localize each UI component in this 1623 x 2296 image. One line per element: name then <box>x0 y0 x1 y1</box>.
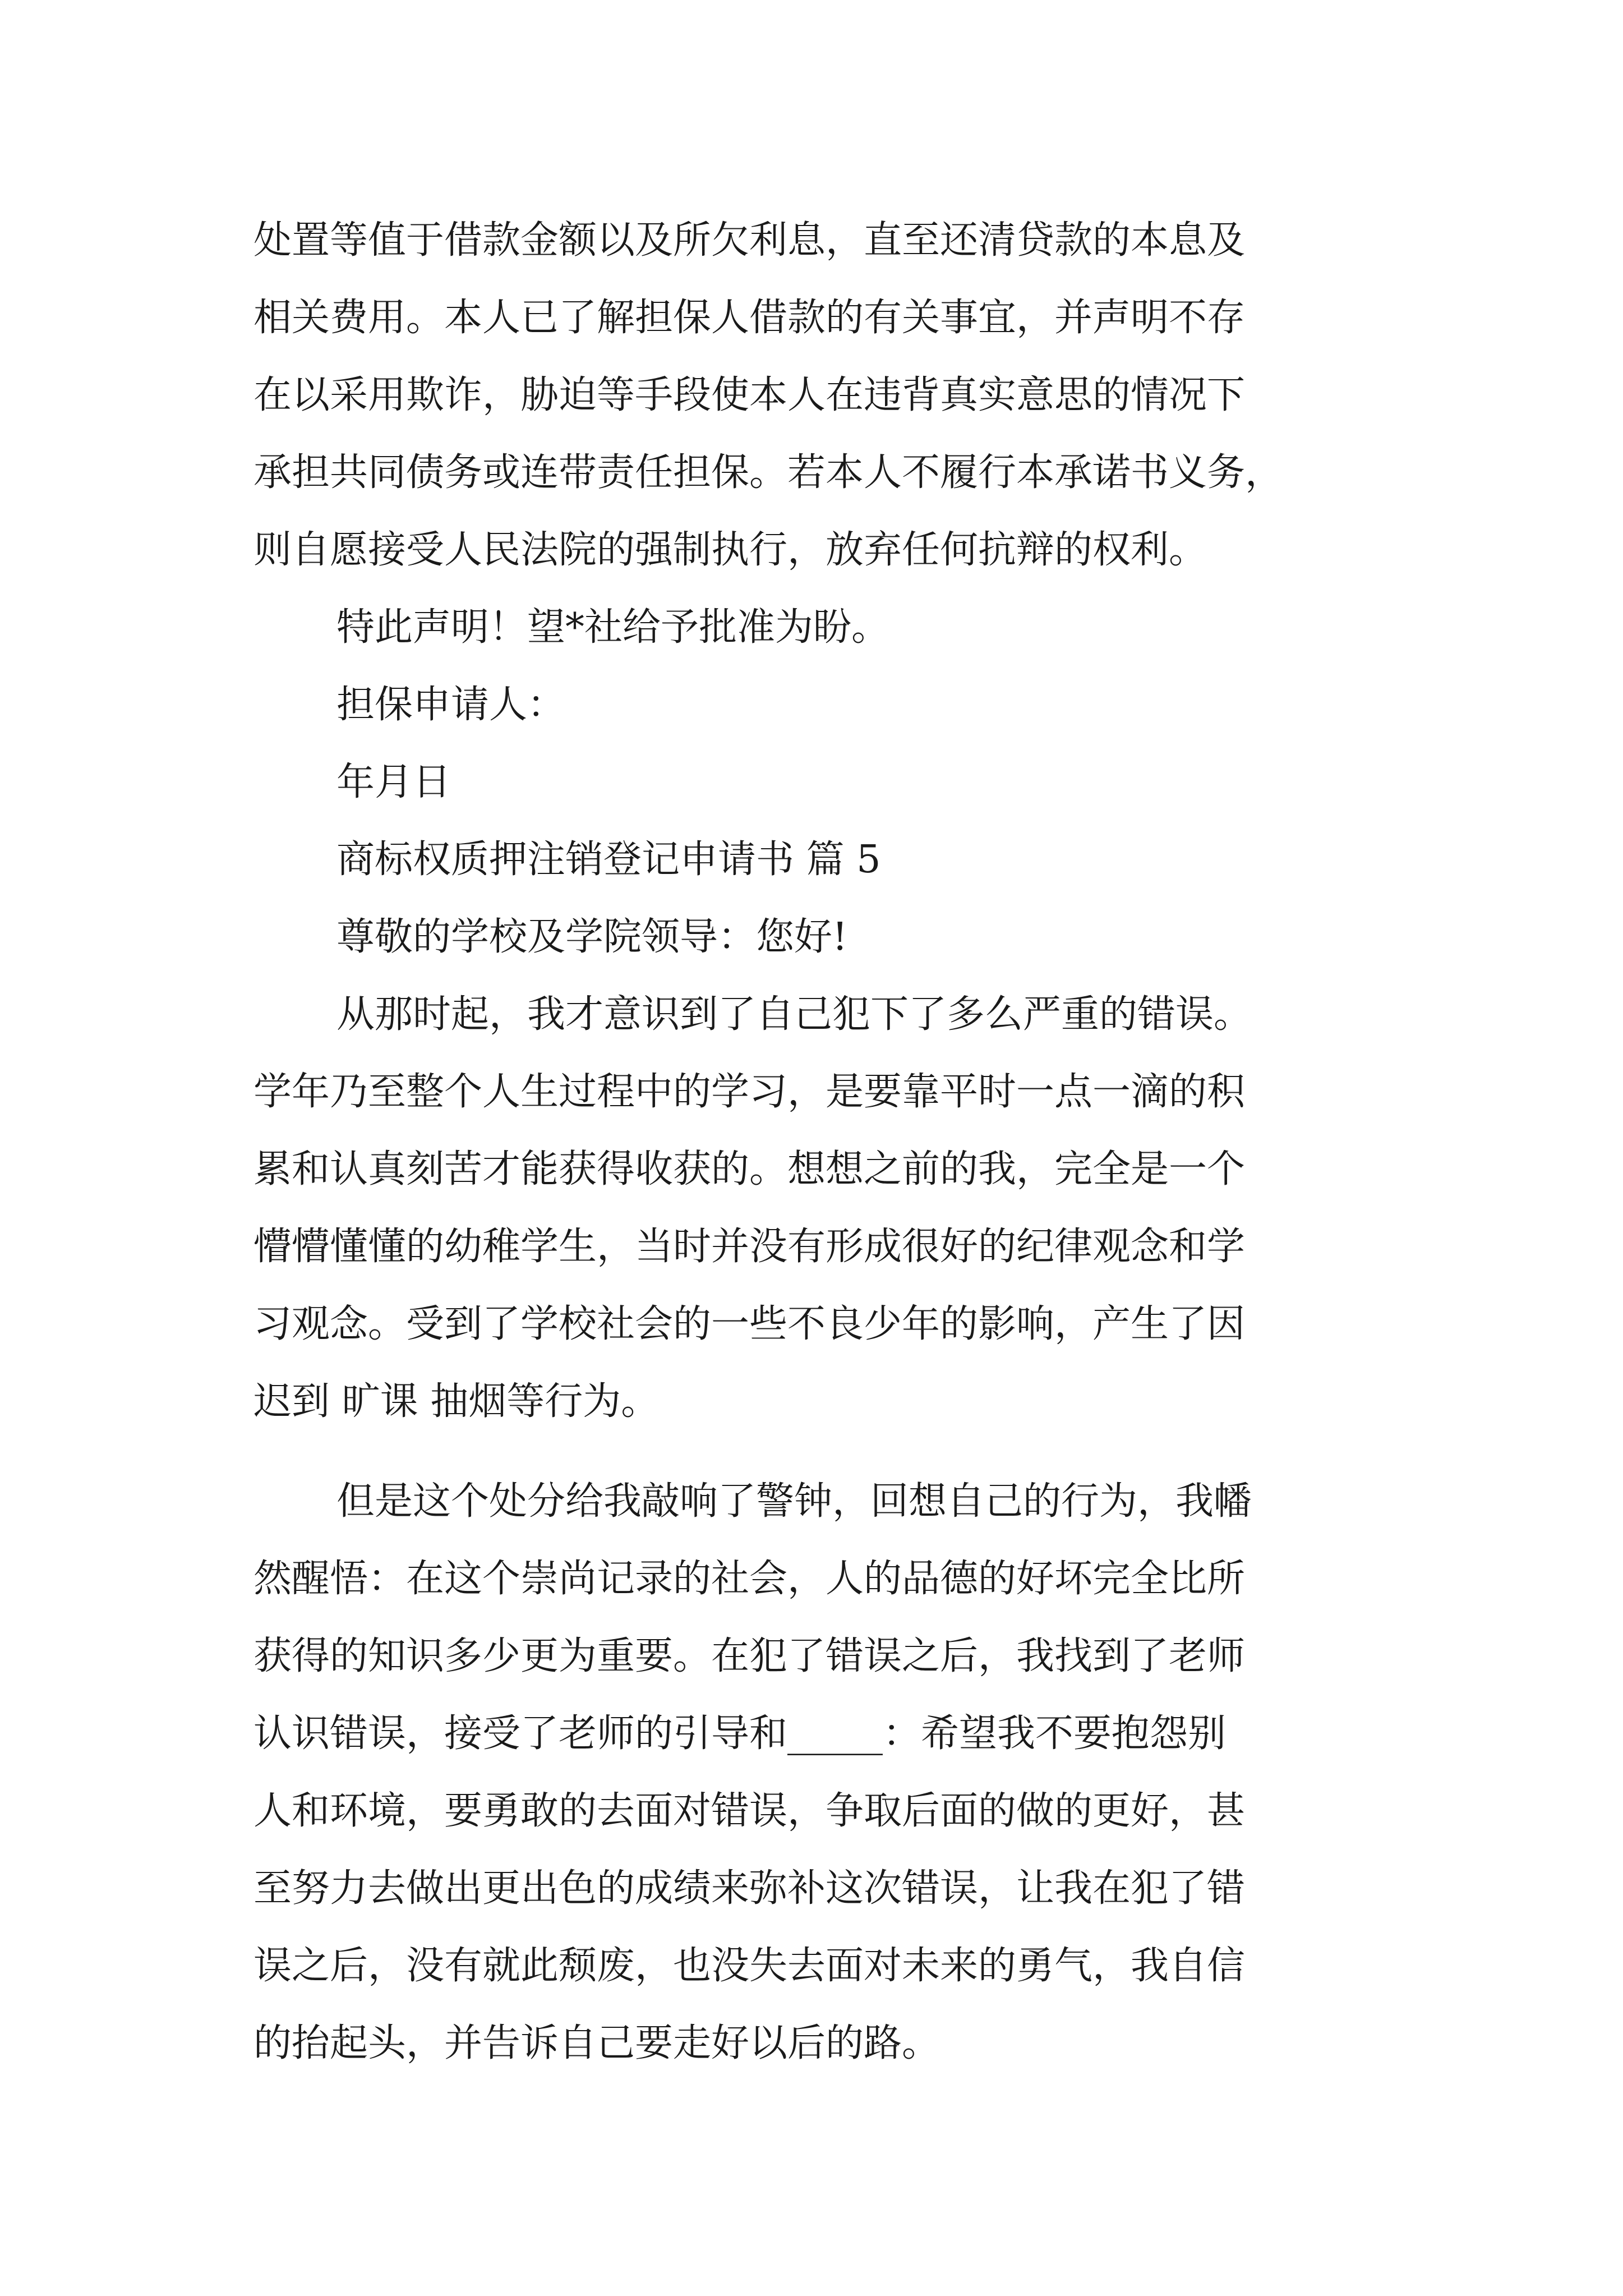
text-line: 承担共同债务或连带责任担保。若本人不履行本承诺书义务， <box>253 450 1284 495</box>
text-line: 学年乃至整个人生过程中的学习，是要靠平时一点一滴的积 <box>253 1070 1246 1114</box>
date-line: 年月日 <box>336 760 451 804</box>
text-line: 然醒悟：在这个崇尚记录的社会，人的品德的好坏完全比所 <box>253 1557 1246 1601</box>
text-line: 人和环境，要勇敢的去面对错误，争取后面的做的更好，甚 <box>253 1789 1246 1833</box>
text-line: 但是这个处分给我敲响了警钟，回想自己的行为，我幡 <box>336 1479 1252 1524</box>
text-line: 获得的知识多少更为重要。在犯了错误之后，我找到了老师 <box>253 1634 1246 1678</box>
applicant-signature-line: 担保申请人： <box>336 683 566 727</box>
text-line: 的抬起头，并告诉自己要走好以后的路。 <box>253 2021 940 2065</box>
paragraph-gap <box>253 1441 1398 1463</box>
text-line: 累和认真刻苦才能获得收获的。想想之前的我，完全是一个 <box>253 1147 1246 1191</box>
statement-line: 特此声明！望*社给予批准为盼。 <box>336 605 890 650</box>
section-title: 商标权质押注销登记申请书 篇 5 <box>336 838 881 882</box>
document-body <box>253 202 1398 2082</box>
text-line: 误之后，没有就此颓废，也没失去面对未来的勇气，我自信 <box>253 1944 1246 1988</box>
text-line: 则自愿接受人民法院的强制执行，放弃任何抗辩的权利。 <box>253 528 1207 572</box>
text-line: 认识错误，接受了老师的引导和_____：希望我不要抱怨别 <box>253 1711 1227 1756</box>
text-line: 迟到 旷课 抽烟等行为。 <box>253 1379 660 1424</box>
text-line: 相关费用。本人已了解担保人借款的有关事宜，并声明不存 <box>253 296 1246 340</box>
text-line: 至努力去做出更出色的成绩来弥补这次错误，让我在犯了错 <box>253 1866 1246 1911</box>
paragraph-realization <box>253 976 1398 1441</box>
text-line: 懵懵懂懂的幼稚学生，当时并没有形成很好的纪律观念和学 <box>253 1225 1246 1269</box>
text-line: 从那时起，我才意识到了自己犯下了多么严重的错误。 <box>336 992 1252 1037</box>
paragraph-reflection <box>253 1463 1398 2082</box>
text-line: 在以采用欺诈，胁迫等手段使本人在违背真实意思的情况下 <box>253 373 1246 417</box>
text-line: 习观念。受到了学校社会的一些不良少年的影响，产生了因 <box>253 1302 1246 1346</box>
text-line: 处置等值于借款金额以及所欠利息，直至还清贷款的本息及 <box>253 218 1246 263</box>
paragraph-guarantee-terms <box>253 202 1398 589</box>
greeting-line: 尊敬的学校及学院领导：您好! <box>336 915 848 959</box>
